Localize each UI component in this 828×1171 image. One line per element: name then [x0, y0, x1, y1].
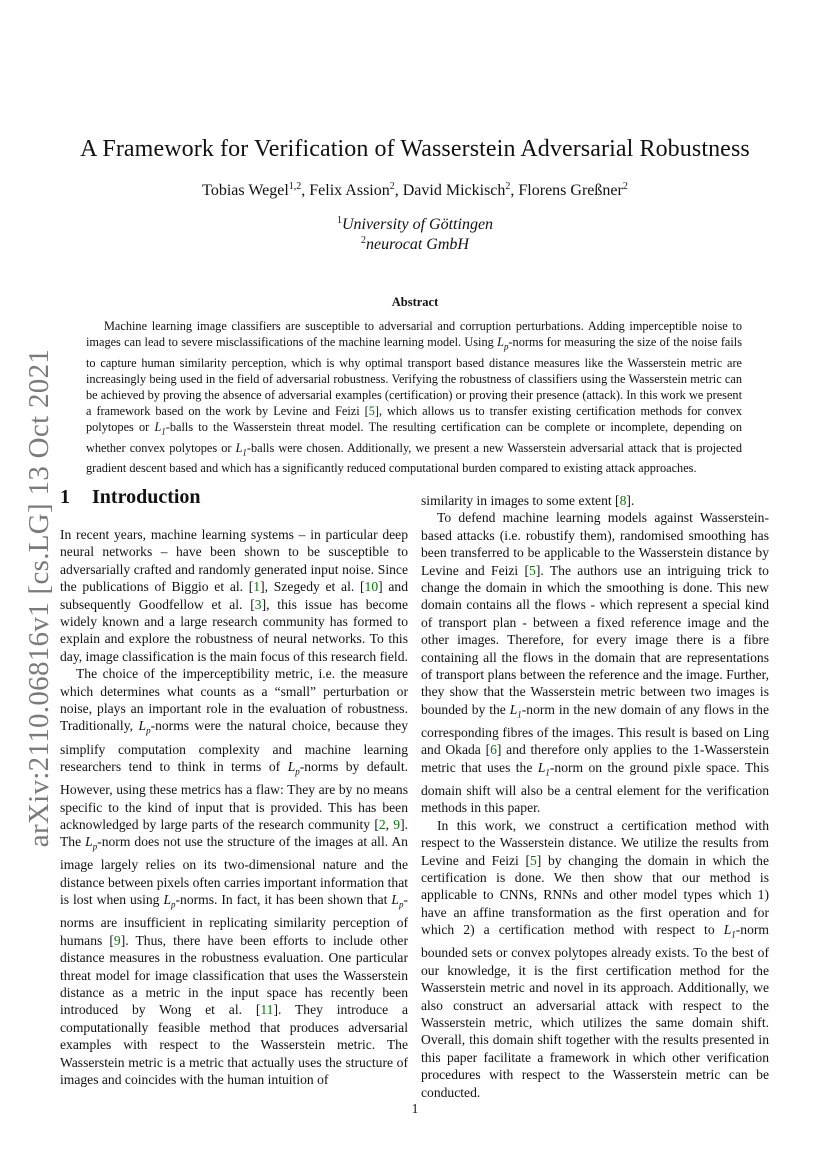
- citation-link[interactable]: 8: [619, 493, 627, 508]
- citation-link[interactable]: 5: [368, 403, 375, 418]
- author-name: Felix Assion: [309, 182, 390, 199]
- body-paragraph: In recent years, machine learning systems – in particular deep neural networks – have been shown to be susceptible to adversarially crafted and randomly generated input noise. Since the publications of Biggio et al. [1], Szegedy et al. [10] and subsequently Goodfellow et al. [3], this issue has become widely known and a large research community has formed to explain and explore the robustness of neural networks. To this day, image classification is the main focus of this research field.: [60, 527, 409, 664]
- citation-link[interactable]: 3: [254, 596, 262, 612]
- citation-link[interactable]: 9: [393, 816, 401, 832]
- citation-link[interactable]: 2: [378, 816, 386, 832]
- author-name: David Mickisch: [402, 182, 506, 199]
- author-list: [60, 180, 770, 202]
- body-paragraph: In this work, we construct a certification method with respect to the Wasserstein distance. We utilize the results from Levine and Feizi [5] by changing the domain in which the certification is done. We then show that our method is applicable to CNNs, RNNs and other model types which 1) have an affine transformation as the first operation and for which 2) a certification method with respect to $L_1$-norm bounded sets or convex polytopes already exists. To the best of our knowledge, it is the first certification method for the Wasserstein metric and novel in its approach. Additionally, we also construct an adversarial attack with respect to the Wasserstein metric, which utilizes the same domain shift. Overall, this domain shift together with the results presented in this paper facilitate a framework in which other verification procedures with respect to the Wasserstein metric can be conducted.: [421, 817, 769, 1100]
- citation-link[interactable]: 5: [529, 562, 536, 578]
- abstract-heading: Abstract: [391, 295, 439, 309]
- affiliation-1: [60, 215, 770, 235]
- author-separator: ,: [301, 182, 310, 199]
- body-paragraph: The choice of the imperceptibility metric, i.e. the measure which determines what counts as a “small” perturbation or noise, plays an important role in the evaluation of robustness. Traditionally, $L_p$-norms were the natural choice, because they simplify computation complexity and machine learning researchers tend to think in terms of $L_p$-norms by default. However, using these metrics has a flaw: They are by no means specific to the kind of input that is provided. This has been acknowledged by large parts of the research community [2, 9]. The $L_p$-norm does not use the structure of the images at all. An image largely relies on its two-dimensional nature and the distance between pixels often carries important information that is lost when using $L_p$-norms. In fact, it has been shown that $L_p$-norms are insufficient in replicating similarity perception of humans [9]. Thus, there have been efforts to include other distance measures in the robustness evaluation. One particular threat model for image classification that uses the Wasserstein distance as a metric in the input space has recently been introduced by Wong et al. [11]. They introduce a computationally feasible method that produces adversarial examples with respect to the Wasserstein metric. The Wasserstein metric is a metric that actually uses the structure of images and coincides with the human intuition of: [60, 666, 409, 1088]
- citation-link[interactable]: 11: [260, 1002, 274, 1018]
- author-affiliation-mark: 2: [389, 181, 395, 192]
- body-paragraph: similarity in images to some extent [8].: [421, 493, 635, 508]
- author-separator: ,: [394, 182, 403, 199]
- affiliation-mark: 1: [336, 215, 342, 226]
- page-number: 1: [411, 1101, 419, 1116]
- section-number: 1: [60, 486, 70, 508]
- author-affiliation-mark: 2: [505, 181, 511, 192]
- citation-link[interactable]: 1: [253, 579, 261, 595]
- citation-link[interactable]: 10: [364, 579, 379, 595]
- right-column: [421, 492, 769, 1101]
- author-affiliation-mark: 2: [622, 181, 628, 192]
- body-paragraph: To defend machine learning models against Wasserstein-based attacks (i.e. robustify them), randomised smoothing has been transferred to be applicable to the Wasserstein distance by Levine and Feizi [5]. The authors use an intriguing trick to change the domain in which the smoothing is done. This new domain contains all the flows - which represent a special kind of transport plan - between a fixed reference image and the other images. Therefore, for every image there is a fibre containing all the flows in the domain that are representations of transport plans between the reference and the image. Further, they show that the Wasserstein metric between two images is bounded by the $L_1$-norm in the new domain of any flows in the corresponding fibres of the images. This result is based on Ling and Okada [6] and therefore only applies to the 1-Wasserstein metric that uses the $L_1$-norm on the ground pixle space. This domain shift will also be a central element for the verification methods in this paper.: [421, 510, 770, 816]
- paper-title: A Framework for Verification of Wasserstein Adversarial Robustness: [80, 136, 750, 162]
- arxiv-identifier: arXiv:2110.06816v1 [cs.LG] 13 Oct 2021: [23, 348, 55, 848]
- section-title: Introduction: [92, 486, 201, 508]
- citation-link[interactable]: 9: [113, 932, 121, 948]
- author-name: Florens Greßner: [518, 182, 623, 199]
- citation-link[interactable]: 6: [490, 742, 497, 758]
- author-separator: ,: [510, 182, 519, 199]
- affiliation-mark: 2: [361, 235, 367, 246]
- author-affiliation-mark: 1,2: [288, 181, 302, 192]
- citation-link[interactable]: 5: [530, 852, 537, 868]
- affiliation-2: [60, 235, 770, 255]
- section-heading: [60, 486, 201, 509]
- abstract-text: Machine learning image classifiers are susceptible to adversarial and corruption perturbations. Adding imperceptible noise to images can lead to severe misclassifications of the machine learning model. Using $L_p$-norms for measuring the size of the noise fails to capture human similarity perception, which is why optimal transport based distance measures like the Wasserstein metric are increasingly being used in the field of adversarial robustness. Verifying the robustness of classifiers using the Wasserstein metric can be achieved by proving the absence of adversarial examples (certification) or proving their presence (attack). In this work we present a framework based on the work by Levine and Feizi [5], which allows us to transfer existing certification methods for convex polytopes or $L_1$-balls to the Wasserstein threat model. The resulting certification can be complete or incomplete, depending on whether convex polytopes or $L_1$-balls were chosen. Additionally, we present a new Wasserstein adversarial attack that is projected gradient descent based and which has a significantly reduced computational burden compared to existing attack approaches.: [86, 319, 743, 476]
- affiliation-name: University of Göttingen: [341, 216, 494, 233]
- author-name: Tobias Wegel: [202, 182, 289, 199]
- affiliation-name: neurocat GmbH: [366, 236, 469, 253]
- left-column: [60, 526, 408, 1088]
